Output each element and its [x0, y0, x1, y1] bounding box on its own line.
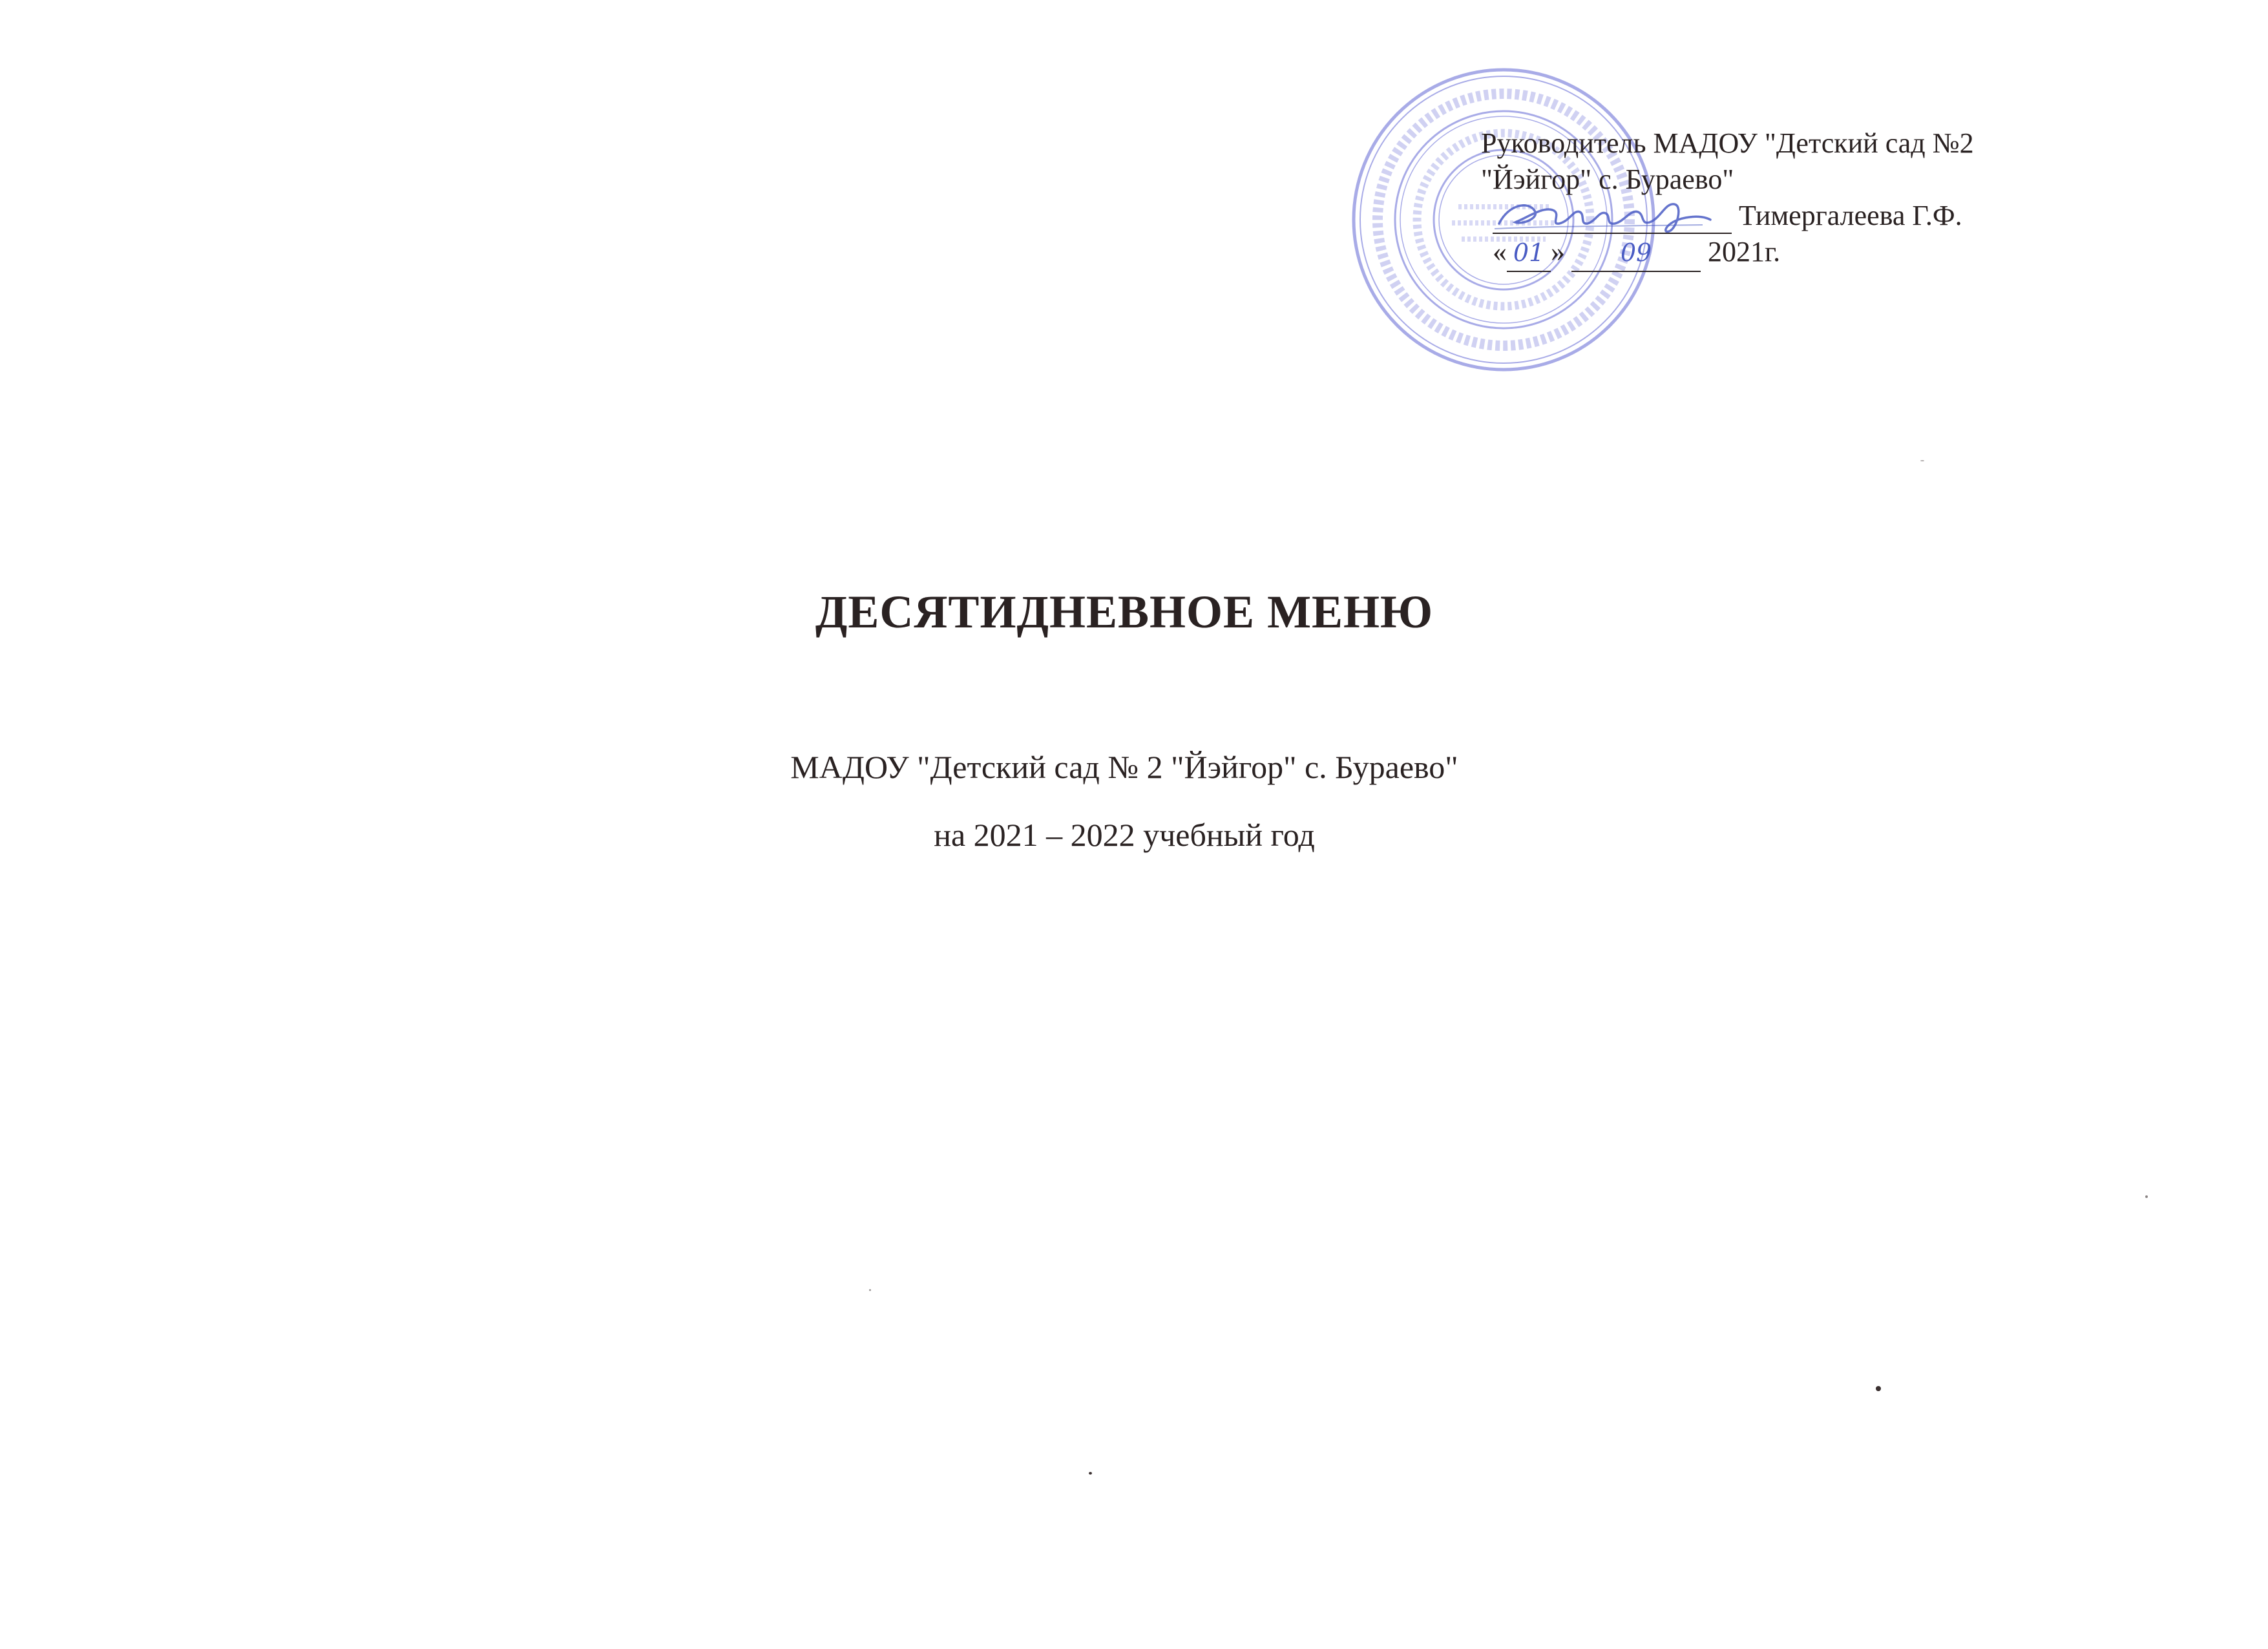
- scan-speck: [2145, 1195, 2148, 1198]
- organization-name: МАДОУ "Детский сад № 2 "Йэйгор" с. Бураево": [790, 749, 1458, 785]
- date-month: 09: [1571, 235, 1701, 272]
- document-title: ДЕСЯТИДНЕВНОЕ МЕНЮ: [815, 586, 1434, 638]
- signatory-name: Тимергалеева Г.Ф.: [1739, 200, 1962, 231]
- scan-speck: [1876, 1386, 1881, 1391]
- handwritten-signature-icon: [1483, 191, 1716, 243]
- date-year: 2021г.: [1708, 236, 1781, 268]
- scan-speck: [1089, 1472, 1092, 1475]
- approval-position: Руководитель МАДОУ "Детский сад №2: [1481, 127, 1974, 159]
- approval-organization: "Йэйгор" с. Бураево": [1481, 163, 1734, 195]
- academic-year: на 2021 – 2022 учебный год: [934, 817, 1315, 853]
- scan-speck: [1920, 460, 1924, 461]
- scan-speck: [869, 1289, 871, 1291]
- date-day: 01: [1507, 235, 1551, 272]
- date-open-quote: «: [1493, 236, 1507, 268]
- date-close-quote: »: [1551, 236, 1565, 268]
